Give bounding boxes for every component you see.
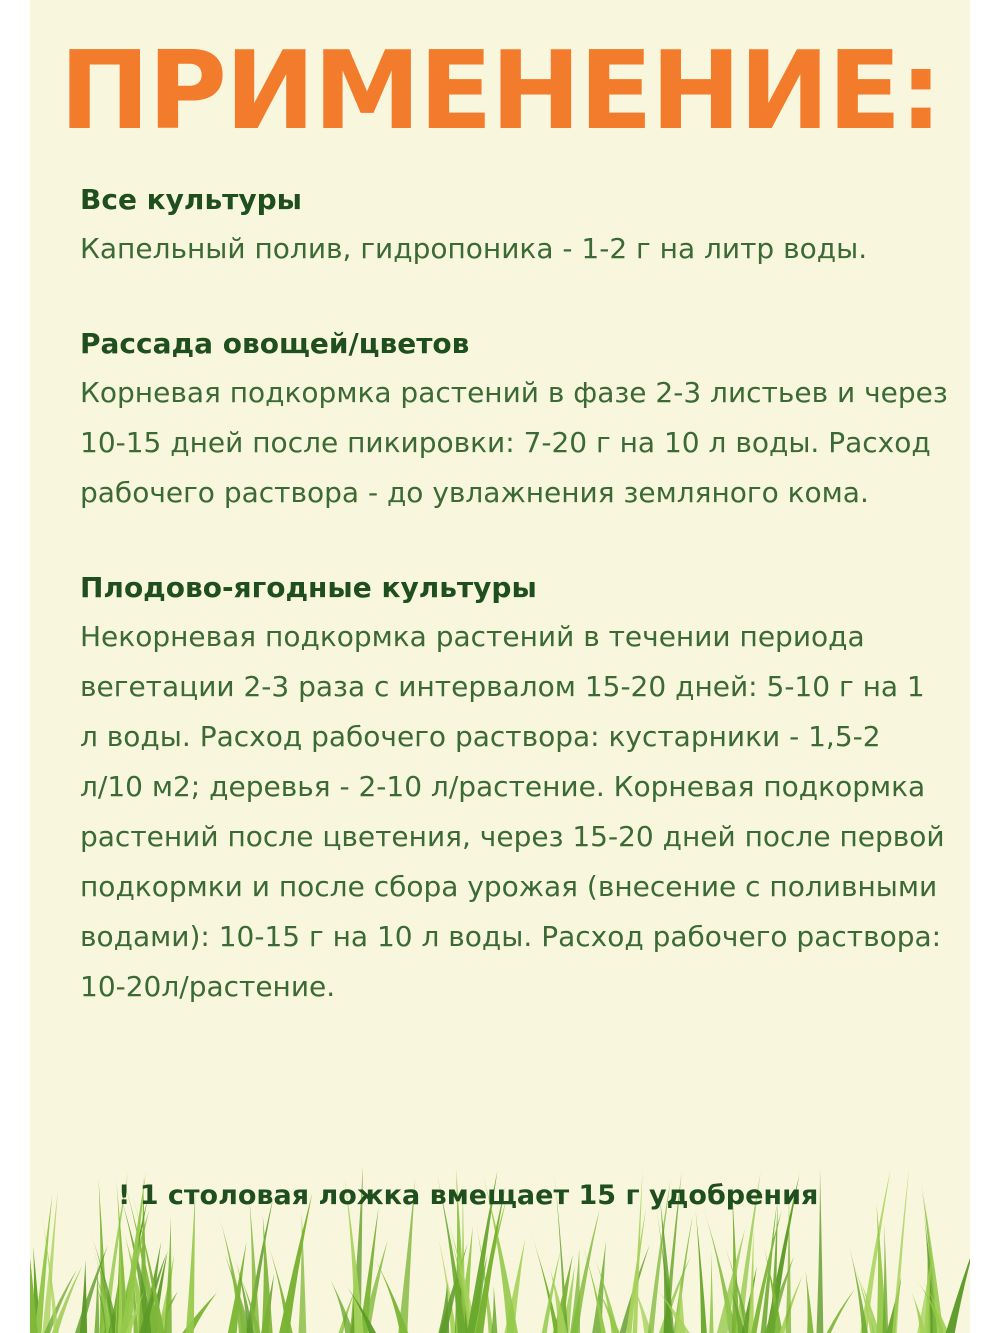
grass-blade	[946, 1245, 970, 1333]
section-text: Корневая подкормка растений в фазе 2-3 листьев и через 10-15 дней после пикировки: 7-20 г на 10 л воды. Расход рабочего раствора - до увлажнения земляного кома.	[80, 376, 948, 509]
section-seedlings	[80, 324, 950, 518]
grass-blade	[696, 1210, 707, 1333]
spoon-note: ! 1 столовая ложка вмещает 15 г удобрения	[118, 1180, 819, 1211]
grass-blade	[882, 1224, 888, 1333]
section-text: Некорневая подкормка растений в течении периода вегетации 2-3 раза с интервалом 15-20 дней: 5-10 г на 1 л воды. Расход рабочего раствора: кустарники - 1,5-2 л/10 м2; деревья - 2-10 л/растение. Корневая подкормка растений после цветения, через 15-20 дней после первой подкормки и после сбора урожая (внесение с поливными водами): 10-15 г на 10 л воды. Расход рабочего раствора: 10-20л/растение.	[80, 620, 945, 1003]
section-all-crops	[80, 180, 950, 274]
section-fruit-berry	[80, 568, 950, 1012]
grass-blade	[262, 1216, 273, 1333]
grass-blade	[850, 1248, 868, 1333]
grass-blade	[491, 1286, 497, 1333]
page-title: ПРИМЕНЕНИЕ:	[59, 29, 941, 154]
instruction-card	[30, 0, 970, 1333]
grass-blade	[805, 1270, 813, 1333]
grass-blade	[709, 1251, 713, 1333]
section-heading: Все культуры	[80, 183, 302, 216]
section-heading: Плодово-ягодные культуры	[80, 571, 537, 604]
grass-blade	[827, 1289, 855, 1333]
grass-blade	[704, 1210, 736, 1333]
section-heading: Рассада овощей/цветов	[80, 327, 470, 360]
grass-blade	[530, 1230, 560, 1333]
content-area	[80, 180, 950, 1062]
grass-blade	[659, 1256, 691, 1333]
section-text: Капельный полив, гидропоника - 1-2 г на литр воды.	[80, 232, 868, 265]
